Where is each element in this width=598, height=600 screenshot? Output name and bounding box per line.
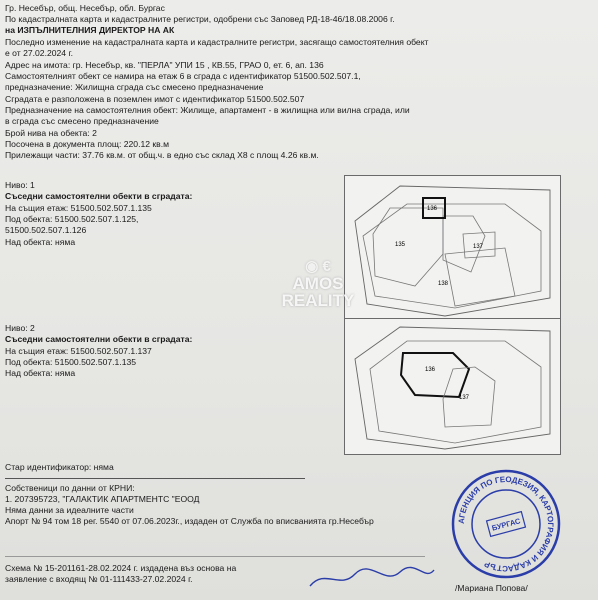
stamp-center: БУРГАС — [490, 516, 522, 533]
level1-heading: Съседни самостоятелни обекти в сградата: — [5, 191, 193, 201]
level2-below: Под обекта: 51500.502.507.1.135 — [5, 357, 137, 367]
signature — [300, 560, 440, 596]
level2-same-floor: На същия етаж: 51500.502.507.1.137 — [5, 346, 152, 356]
official-stamp — [450, 468, 562, 580]
owner-entry: 1. 207395723, "ГАЛАКТИК АПАРТМЕНТС "ЕООД — [5, 494, 200, 504]
area-line: Посочена в документа площ: 220.12 кв.м — [5, 139, 170, 149]
level1-title: Ниво: 1 — [5, 180, 35, 190]
address-line: Адрес на имота: гр. Несебър, кв. "ПЕРЛА" УПИ 15 , КВ.55, ГРАО 0, ет. 6, ап. 136 — [5, 60, 324, 70]
adjacent-parts: Прилежащи части: 37.76 кв.м. от общ.ч. в едно със склад Х8 с площ 4.26 кв.м. — [5, 150, 319, 160]
floor-line: Самостоятелният обект се намира на етаж 6 в сграда с идентификатор 51500.502.507.1, — [5, 71, 361, 81]
divider — [5, 478, 305, 479]
level2-plan-label: 137 — [459, 395, 470, 401]
last-change-line: Последно изменение на кадастралната карта и кадастралните регистри, засягащо самостоятелния обект — [5, 37, 429, 47]
level1-plan-label: 135 — [395, 242, 406, 248]
scheme-number: Схема № 15-201161-28.02.2024 г. издадена въз основа на — [5, 563, 237, 573]
owners-heading: Собственици по данни от КРНИ: — [5, 483, 135, 493]
level1-same-floor: На същия етаж: 51500.502.507.1.135 — [5, 203, 152, 213]
application-number: заявление с входящ № 01-111433-27.02.2024 г. — [5, 574, 193, 584]
signer-name: /Мариана Попова/ — [455, 583, 528, 593]
old-identifier: Стар идентификатор: няма — [5, 462, 114, 472]
level2-heading: Съседни самостоятелни обекти в сградата: — [5, 334, 193, 344]
last-change-date: е от 27.02.2024 г. — [5, 48, 73, 58]
building-purpose: предназначение: Жилищна сграда със смесено предназначение — [5, 82, 264, 92]
level2-title: Ниво: 2 — [5, 323, 35, 333]
watermark-line1: AMOS — [292, 274, 344, 293]
divider — [5, 556, 425, 557]
level1-below: Под обекта: 51500.502.507.1.125, — [5, 214, 139, 224]
object-purpose: Предназначение на самостоятелния обект: Жилище, апартамент - в жилищна или вилна сграда, или — [5, 105, 410, 115]
watermark: ◉ € AMOS REALITY — [258, 258, 378, 309]
location-line: Гр. Несебър, общ. Несебър, обл. Бургас — [5, 3, 165, 13]
order-line: По кадастралната карта и кадастралните регистри, одобрени със Заповед РД-18-46/18.08.2006 г. — [5, 14, 395, 24]
director-line: на ИЗПЪЛНИТЕЛНИЯ ДИРЕКТОР НА АК — [5, 25, 175, 35]
level1-below-2: 51500.502.507.1.126 — [5, 225, 87, 235]
watermark-line2: REALITY — [281, 291, 355, 310]
object-purpose-cont: в сграда със смесено предназначение — [5, 116, 159, 126]
parcel-line: Сградата е разположена в поземлен имот с идентификатор 51500.502.507 — [5, 94, 305, 104]
level2-above: Над обекта: няма — [5, 368, 76, 378]
owner-deed: Апорт № 94 том 18 рег. 5540 от 07.06.2023г., издаден от Служба по вписванията гр.Несебър — [5, 516, 374, 526]
levels-count: Брой нива на обекта: 2 — [5, 128, 97, 138]
level1-plan-label: 138 — [438, 281, 449, 287]
level1-above: Над обекта: няма — [5, 237, 76, 247]
level1-plan-label: 137 — [473, 244, 484, 250]
level2-floor-plan — [344, 318, 561, 455]
stamp-text: АГЕНЦИЯ ПО ГЕОДЕЗИЯ, КАРТОГРАФИЯ И КАДАСТЪР — [456, 474, 556, 574]
owner-shares-note: Няма данни за идеалните части — [5, 505, 134, 515]
level1-plan-label: 136 — [427, 206, 438, 212]
level2-plan-label: 136 — [425, 367, 436, 373]
